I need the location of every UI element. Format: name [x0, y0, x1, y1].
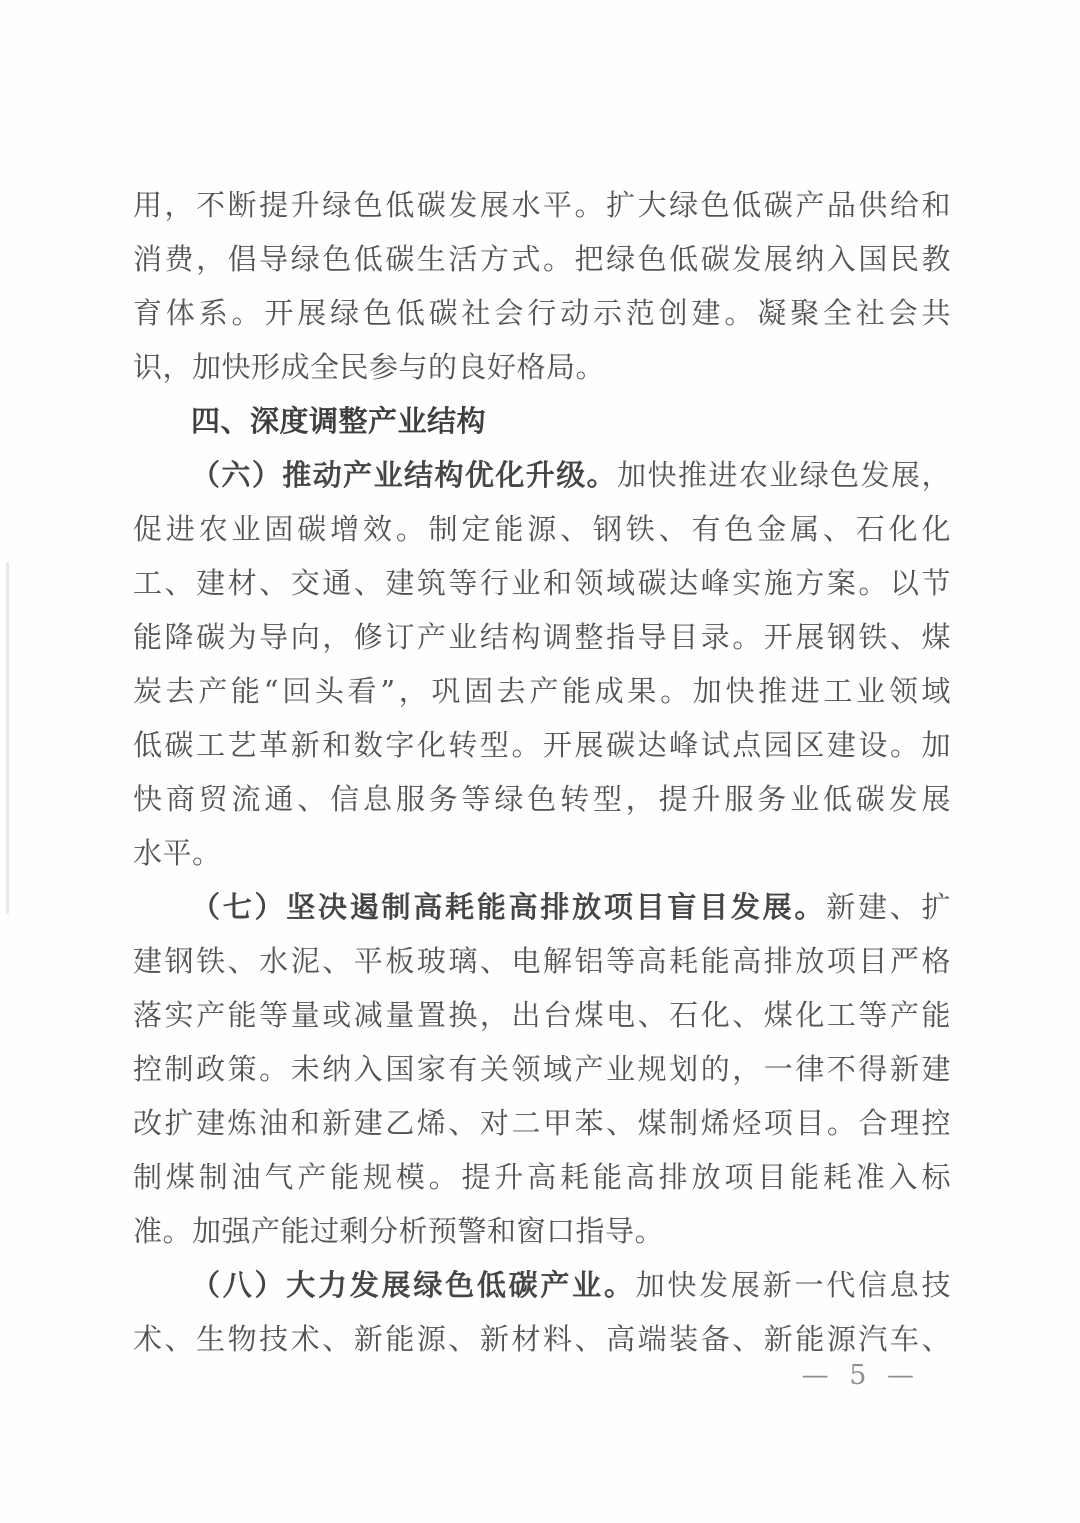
text-segment: 工、建材、交通、建筑等行业和领域碳达峰实施方案。以节	[133, 566, 951, 600]
text-segment: 制煤制油气产能规模。提升高耗能高排放项目能耗准入标	[133, 1160, 951, 1194]
text-line	[133, 556, 951, 610]
text-line	[133, 718, 951, 772]
text-segment: 促进农业固碳增效。制定能源、钢铁、有色金属、石化化	[133, 512, 951, 546]
section-heading	[133, 394, 951, 448]
text-line	[133, 1042, 951, 1096]
text-segment: 能降碳为导向，修订产业结构调整指导目录。开展钢铁、煤	[133, 620, 951, 654]
document-body	[133, 178, 951, 1366]
text-segment: 准。加强产能过剩分析预警和窗口指导。	[133, 1214, 665, 1248]
text-line	[133, 1312, 951, 1366]
text-segment: 用，不断提升绿色低碳发展水平。扩大绿色低碳产品供给和	[133, 188, 951, 222]
text-segment: 新建、扩	[826, 890, 951, 924]
text-segment: 控制政策。未纳入国家有关领域产业规划的，一律不得新建	[133, 1052, 951, 1086]
bold-text-segment: （六）推动产业结构优化升级。	[191, 458, 618, 492]
text-line	[133, 502, 951, 556]
text-line	[133, 1204, 951, 1258]
text-segment: 改扩建炼油和新建乙烯、对二甲苯、煤制烯烃项目。合理控	[133, 1106, 951, 1140]
text-segment: 水平。	[133, 836, 222, 870]
text-line	[133, 1096, 951, 1150]
text-line	[133, 1150, 951, 1204]
text-line	[133, 988, 951, 1042]
text-segment: 识，加快形成全民参与的良好格局。	[133, 350, 606, 384]
text-line	[133, 664, 951, 718]
text-line	[133, 232, 951, 286]
text-segment: 术、生物技术、新能源、新材料、高端装备、新能源汽车、	[133, 1322, 951, 1356]
text-segment: 建钢铁、水泥、平板玻璃、电解铝等高耗能高排放项目严格	[133, 944, 951, 978]
bold-text-segment: （八）大力发展绿色低碳产业。	[191, 1268, 636, 1302]
text-line	[133, 610, 951, 664]
text-segment: 加快推进农业绿色发展，	[617, 458, 951, 492]
text-segment: 消费，倡导绿色低碳生活方式。把绿色低碳发展纳入国民教	[133, 242, 951, 276]
text-line	[133, 880, 951, 934]
text-line	[133, 826, 951, 880]
text-segment: 炭去产能“回头看”，巩固去产能成果。加快推进工业领域	[133, 674, 951, 708]
text-line	[133, 286, 951, 340]
bold-text-segment: （七）坚决遏制高耗能高排放项目盲目发展。	[191, 890, 827, 924]
text-line	[133, 178, 951, 232]
text-segment: 快商贸流通、信息服务等绿色转型，提升服务业低碳发展	[133, 782, 951, 816]
text-line	[133, 340, 951, 394]
scan-artifact-line	[6, 562, 9, 914]
text-line	[133, 1258, 951, 1312]
page-number: — 5 —	[801, 1360, 920, 1391]
bold-text-segment: 四、深度调整产业结构	[191, 404, 487, 438]
text-line	[133, 772, 951, 826]
text-line	[133, 934, 951, 988]
text-segment: 加快发展新一代信息技	[635, 1268, 951, 1302]
text-segment: 低碳工艺革新和数字化转型。开展碳达峰试点园区建设。加	[133, 728, 951, 762]
text-segment: 落实产能等量或减量置换，出台煤电、石化、煤化工等产能	[133, 998, 951, 1032]
text-line	[133, 448, 951, 502]
text-segment: 育体系。开展绿色低碳社会行动示范创建。凝聚全社会共	[133, 296, 951, 330]
